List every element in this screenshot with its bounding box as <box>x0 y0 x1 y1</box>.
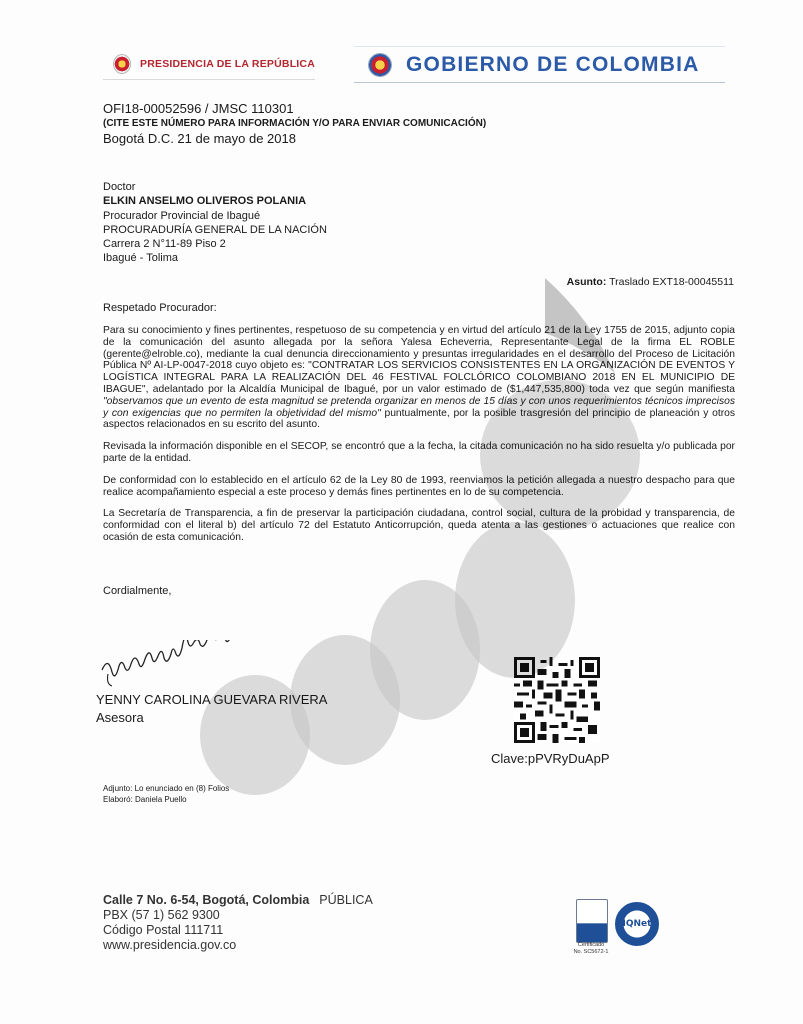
body-quote: "observamos que un evento de esta magnitud se pretenda organizar en menos de 15 días y con unos requerimientos técnicos imprecisos y con exigencias que no permiten la objetividad del mismo" <box>103 395 735 419</box>
presidencia-logo <box>103 48 315 80</box>
salutation: Respetado Procurador: <box>103 302 217 314</box>
body-paragraph: De conformidad con lo establecido en el artículo 62 de la Ley 80 de 1993, reenviamos la petición allegada a nuestro despacho para que realice acompañamiento especial a este proceso y demás fines pertinentes en lo de su competencia. <box>103 474 735 498</box>
body-text: puntualmente, por la posible trasgresión del principio de planeación y otros aspectos relacionados en su escrito del asunto. <box>103 407 735 431</box>
recipient-address: Carrera 2 N°11-89 Piso 2 <box>103 238 226 251</box>
place-date: Bogotá D.C. 21 de mayo de 2018 <box>103 131 296 146</box>
gobierno-logo-text: GOBIERNO DE COLOMBIA <box>406 52 700 76</box>
footer-web: www.presidencia.gov.co <box>103 938 237 952</box>
recipient-name: ELKIN ANSELMO OLIVEROS POLANIA <box>103 195 307 208</box>
annex-adjunto: Adjunto: Lo enunciado en (8) Folios <box>103 784 230 793</box>
letter-body <box>103 325 735 554</box>
coat-of-arms-icon <box>113 54 131 74</box>
qr-code <box>514 657 600 743</box>
body-text: Para su conocimiento y fines pertinentes, respetuoso de su competencia y en virtud del artículo 21 de la Ley 1755 de 2015, adjunto copia de la comunicación del asunto allegada por la señora Yalesa Echeverria, Representante Legal de la firma EL ROBLE (gerente@elroble.co), mediante la cual denuncia direccionamiento y presuntas irregularidades en el desarrollo del Proceso de Licitación Pública Nº AI-LP-0047-2018 cuyo objeto es: "CONTRATAR LOS SERVICIOS CONSISTENTES EN LA ORGANIZACIÓN DE EVENTOS Y LOGÍSTICA INTEGRAL PARA LA REALIZACIÓN DEL 46 FESTIVAL FOLCLÓRICO COLOMBIANO 2018 EN EL MUNICIPIO DE IBAGUE", adelantado por la Alcaldía Municipal de Ibagué, por un valor estimado de ($1,447,535,800) toda vez que según manifiesta <box>103 325 735 395</box>
coat-of-arms-icon <box>368 53 392 77</box>
footer-postal: Código Postal 111711 <box>103 923 224 937</box>
handwritten-signature <box>98 640 263 688</box>
footer-address-line <box>103 893 373 908</box>
iqnet-certificate-icon <box>615 902 659 946</box>
footer-visibility: PÚBLICA <box>319 893 373 907</box>
certificate-number: No. SC5672-1 <box>573 949 609 955</box>
footer-pbx: PBX (57 1) 562 9300 <box>103 908 220 922</box>
signer-name: YENNY CAROLINA GUEVARA RIVERA <box>96 692 328 707</box>
subject-line <box>567 276 734 288</box>
recipient-institution: PROCURADURÍA GENERAL DE LA NACIÓN <box>103 223 327 236</box>
subject-label: Asunto: <box>566 276 607 288</box>
reference-number: OFI18-00052596 / JMSC 110301 <box>103 101 294 116</box>
signer-role: Asesora <box>96 710 144 725</box>
recipient-block <box>103 180 327 266</box>
annex-block <box>103 784 229 805</box>
recipient-title: Doctor <box>103 181 136 193</box>
iso-certificate-icon <box>576 899 608 943</box>
footer-address: Calle 7 No. 6-54, Bogotá, Colombia <box>103 893 310 907</box>
cite-note: (CITE ESTE NÚMERO PARA INFORMACIÓN Y/O PARA ENVIAR COMUNICACIÓN) <box>103 118 487 129</box>
recipient-city: Ibagué - Tolima <box>103 252 179 265</box>
certificate-label-line: Certificado <box>577 942 605 948</box>
gobierno-logo <box>354 46 725 83</box>
body-paragraph: Revisada la información disponible en el SECOP, se encontró que a la fecha, la citada comunicación no ha sido resuelta y/o publicada por parte de la entidad. <box>103 441 735 464</box>
annex-elaboro: Elaboró: Daniela Puello <box>103 794 187 804</box>
footer-block <box>103 893 373 953</box>
verification-key: Clave:pPVRyDuApP <box>491 751 610 766</box>
recipient-position: Procurador Provincial de Ibagué <box>103 209 261 222</box>
presidencia-logo-text: PRESIDENCIA DE LA REPÚBLICA <box>140 57 315 70</box>
closing: Cordialmente, <box>103 585 172 597</box>
subject-value: Traslado EXT18-00045511 <box>609 276 734 288</box>
certificate-label <box>564 942 618 956</box>
body-paragraph: La Secretaría de Transparencia, a fin de preservar la participación ciudadana, control social, cultura de la probidad y transparencia, de conformidad con el literal b) del artículo 72 del Estatuto Anticorrupción, queda atenta a las gestiones o actuaciones que realice con ocasión de esta comunicación. <box>103 508 735 543</box>
iqnet-label: IQNet <box>622 919 652 929</box>
body-paragraph <box>103 325 735 431</box>
